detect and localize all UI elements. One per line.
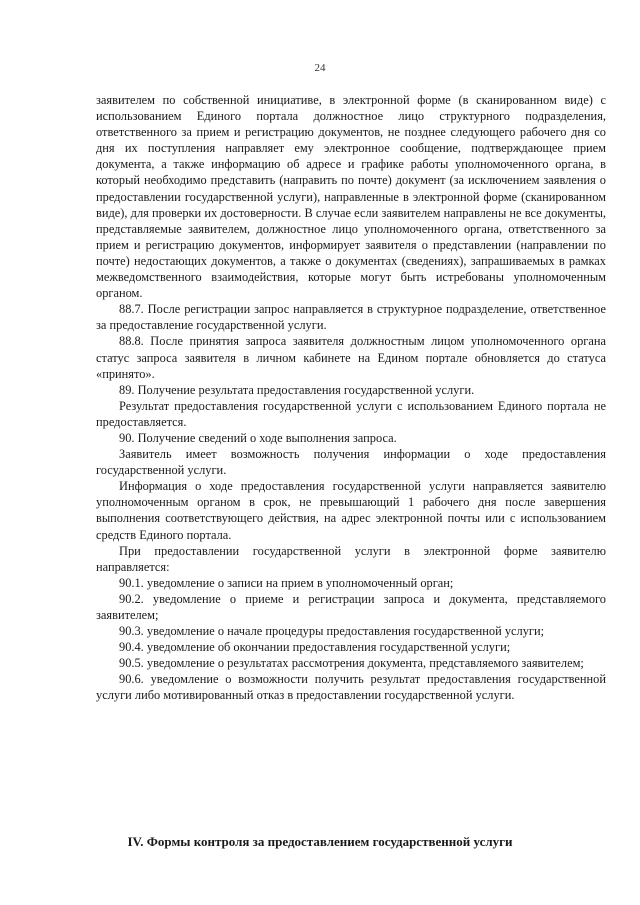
list-item-90-6: 90.6. уведомление о возможности получить результат предоставления государственной услуги либо мотивированный отказ в предоставлении государственной услуги. — [96, 672, 606, 703]
section-heading: IV. Формы контроля за предоставлением государственной услуги — [127, 834, 513, 849]
list-item-90-4: 90.4. уведомление об окончании предоставления государственной услуги; — [119, 640, 511, 655]
paragraph-intro: заявителем по собственной инициативе, в электронной форме (в сканированном виде) с использованием Единого портала должностное лицо структурного подразделения, ответственного за прием и регистрацию документов, не позднее следующего рабочего дня со дня их поступления направляет ему электронное сообщение, подтверждающее прием документа, а также информацию об адресе и графике работы уполномоченного органа, в который необходимо представить (направить по почте) документ (за исключением заявления о предоставлении государственной услуги), направленные в электронной форме (сканированном виде), для проверки их достоверности. В случае если заявителем направлены не все документы, представляемые заявителем, должностное лицо уполномоченного органа, ответственного за прием и регистрацию документов, информирует заявителя о представлении (направлении по почте) недостающих документов, а также о документах (сведениях), запрашиваемых в рамках межведомственного взаимодействия, которые могут быть истребованы уполномоченным органом. — [96, 93, 606, 301]
paragraph-88-8: 88.8. После принятия запроса заявителя должностным лицом уполномоченного органа статус запроса заявителя в личном кабинете на Едином портале обновляется до статуса «принято». — [96, 334, 606, 381]
paragraph-90-applicant: Заявитель имеет возможность получения информации о ходе предоставления государственной услуги. — [96, 447, 606, 478]
document-body — [96, 92, 606, 704]
paragraph-90-info: Информация о ходе предоставления государственной услуги направляется заявителю уполномоченным органом в срок, не превышающий 1 рабочего дня после завершения выполнения соответствующего действия, на адрес электронной почты или с использованием средств Единого портала. — [96, 479, 606, 542]
list-item-90-2: 90.2. уведомление о приеме и регистрации запроса и документа, представляемого заявителем; — [96, 591, 606, 622]
paragraph-89-result: Результат предоставления государственной услуги с использованием Единого портала не предоставляется. — [96, 398, 606, 429]
paragraph-90-list-intro: При предоставлении государственной услуги в электронной форме заявителю направляется: — [96, 543, 606, 574]
list-item-90-1: 90.1. уведомление о записи на прием в уполномоченный орган; — [119, 575, 454, 590]
list-item-90-3: 90.3. уведомление о начале процедуры предоставления государственной услуги; — [119, 624, 545, 639]
list-item-90-5: 90.5. уведомление о результатах рассмотрения документа, представляемого заявителем; — [119, 656, 584, 671]
paragraph-88-7: 88.7. После регистрации запрос направляется в структурное подразделение, ответственное за предоставление государственной услуги. — [96, 302, 606, 333]
paragraph-89: 89. Получение результата предоставления государственной услуги. — [119, 382, 475, 397]
paragraph-90: 90. Получение сведений о ходе выполнения запроса. — [119, 430, 397, 445]
page-number: 24 — [314, 62, 326, 74]
